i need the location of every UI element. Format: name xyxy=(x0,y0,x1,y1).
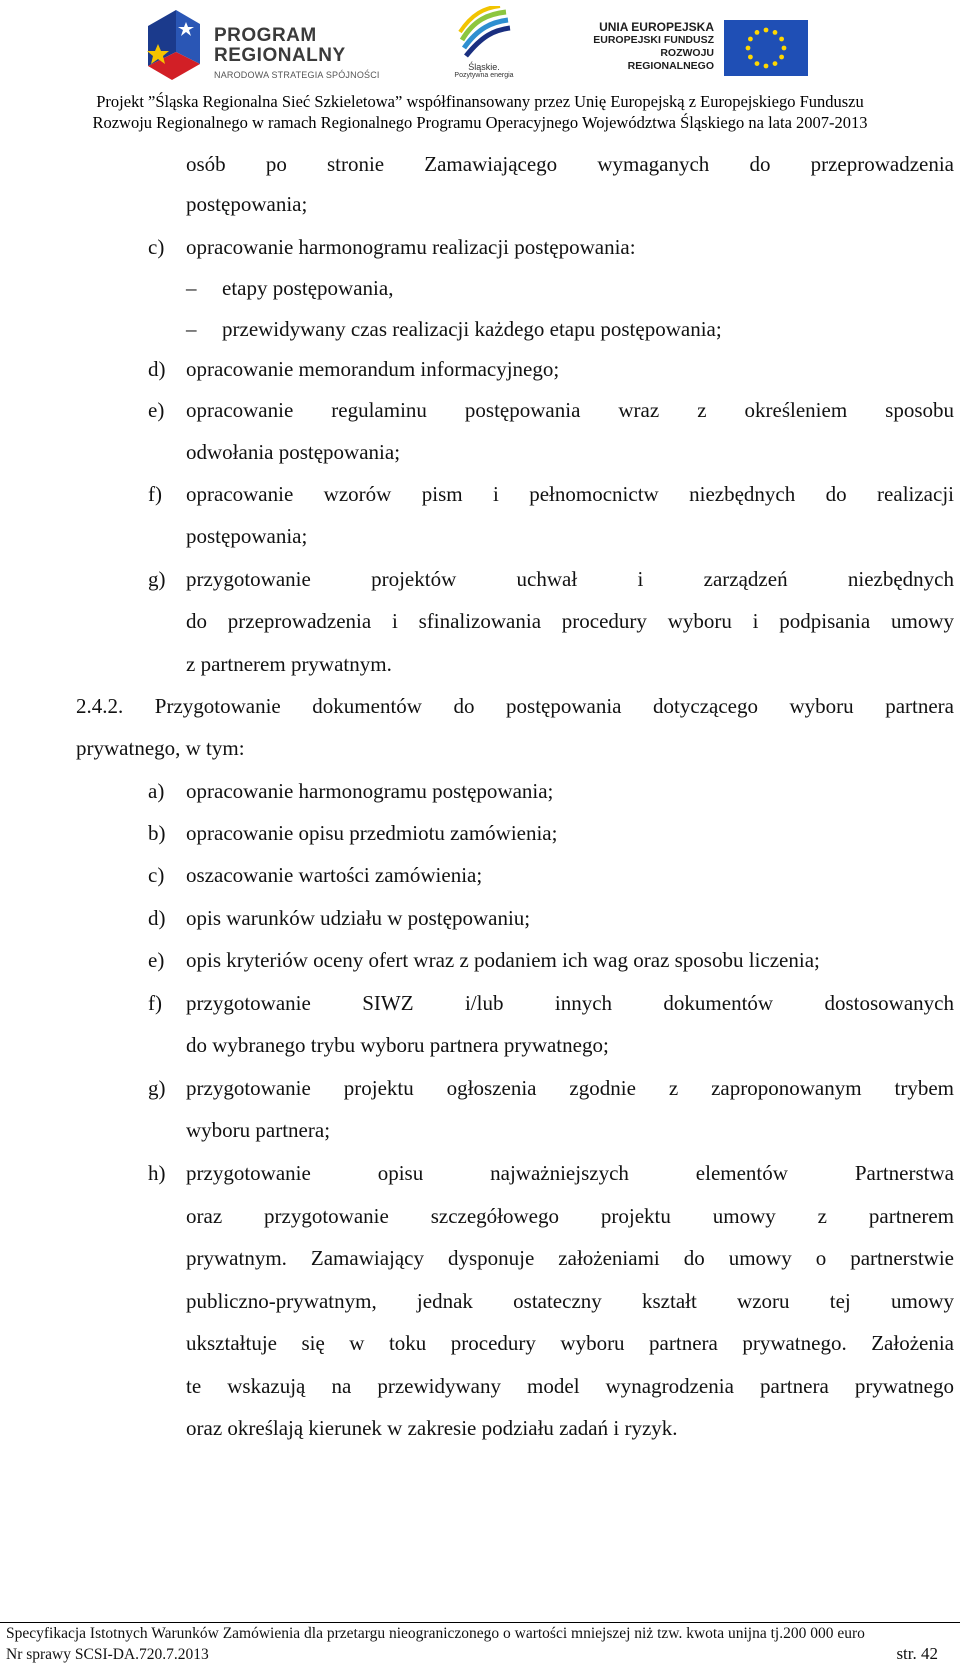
eu-logo xyxy=(574,20,814,76)
item-f-line2: postępowania; xyxy=(186,524,308,548)
list2-h-label: h) xyxy=(148,1161,166,1185)
program-logo-line3: NARODOWA STRATEGIA SPÓJNOŚCI xyxy=(214,70,380,80)
list2-g-line2: wyboru partnera; xyxy=(186,1118,331,1142)
program-regionalny-logo xyxy=(142,4,392,86)
dash-bullet-1: – xyxy=(186,276,197,300)
list2-f-line2: do wybranego trybu wyboru partnera prywatnego; xyxy=(186,1033,609,1057)
list2-a-text: opracowanie harmonogramu postępowania; xyxy=(186,779,554,803)
project-info xyxy=(0,91,960,133)
list2-d-label: d) xyxy=(148,906,166,930)
list2-e-text: opis kryteriów oceny ofert wraz z podaniem ich wag oraz sposobu liczenia; xyxy=(186,948,820,972)
program-regionalny-emblem-icon xyxy=(142,6,206,82)
project-line-1: Projekt ”Śląska Regionalna Sieć Szkieletowa” współfinansowany przez Unię Europejską z Europejskiego Funduszu xyxy=(96,92,864,111)
slaskie-wave-icon xyxy=(454,6,514,62)
list2-g-label: g) xyxy=(148,1076,166,1100)
item-g-label: g) xyxy=(148,567,166,591)
item-e-label: e) xyxy=(148,398,165,422)
list2-b-text: opracowanie opisu przedmiotu zamówienia; xyxy=(186,821,558,845)
item-c-label: c) xyxy=(148,235,165,259)
page-number: str. 42 xyxy=(896,1644,938,1663)
list2-h-line1: przygotowanie opisu najważniejszych elementów Partnerstwa xyxy=(186,1161,954,1185)
item-d-text: opracowanie memorandum informacyjnego; xyxy=(186,357,560,381)
list2-c-text: oszacowanie wartości zamówienia; xyxy=(186,863,483,887)
dash-item-2: przewidywany czas realizacji każdego etapu postępowania; xyxy=(222,317,722,341)
item-c-text: opracowanie harmonogramu realizacji postępowania: xyxy=(186,235,636,259)
footer-divider xyxy=(0,1622,960,1623)
eu-logo-line1: UNIA EUROPEJSKA xyxy=(599,20,714,34)
section-2-4-2-heading: 2.4.2. Przygotowanie dokumentów do postępowania dotyczącego wyboru partnera xyxy=(76,694,954,718)
item-e-line1: opracowanie regulaminu postępowania wraz z określeniem sposobu xyxy=(186,398,954,422)
list2-h-line5: ukształtuje się w toku procedury wyboru partnera prywatnego. Założenia xyxy=(186,1331,954,1355)
list2-d-text: opis warunków udziału w postępowaniu; xyxy=(186,906,531,930)
list2-e-label: e) xyxy=(148,948,165,972)
dash-bullet-2: – xyxy=(186,317,197,341)
program-logo-line1: PROGRAM xyxy=(214,25,317,46)
program-logo-line2: REGIONALNY xyxy=(214,45,346,66)
list2-h-line4: publiczno-prywatnym, jednak ostateczny kształt wzoru tej umowy xyxy=(186,1289,954,1313)
project-line-2: Rozwoju Regionalnego w ramach Regionalnego Programu Operacyjnego Województwa Śląskiego na lata 2007-2013 xyxy=(92,113,868,132)
eu-logo-line3: ROZWOJU REGIONALNEGO xyxy=(627,47,714,72)
list2-h-line6: te wskazują na przewidywany model wynagrodzenia partnera prywatnego xyxy=(186,1374,954,1398)
slaskie-logo-line2: Pozytywna energia xyxy=(454,72,514,79)
item-d-label: d) xyxy=(148,357,166,381)
list2-h-line7: oraz określają kierunek w zakresie podziału zadań i ryzyk. xyxy=(186,1416,678,1440)
list2-f-line1: przygotowanie SIWZ i/lub innych dokumentów dostosowanych xyxy=(186,991,954,1015)
section-2-4-2-heading-cont: prywatnego, w tym: xyxy=(76,736,245,760)
item-f-label: f) xyxy=(148,482,162,506)
list2-h-line2: oraz przygotowanie szczegółowego projektu umowy z partnerem xyxy=(186,1204,954,1228)
list2-h-line3: prywatnym. Zamawiający dysponuje założeniami do umowy o partnerstwie xyxy=(186,1246,954,1270)
list2-b-label: b) xyxy=(148,821,166,845)
list2-a-label: a) xyxy=(148,779,165,803)
eu-logo-line2: EUROPEJSKI FUNDUSZ xyxy=(593,34,714,46)
item-e-line2: odwołania postępowania; xyxy=(186,440,401,464)
slaskie-logo xyxy=(436,6,532,86)
item-g-line3: z partnerem prywatnym. xyxy=(186,652,392,676)
item-b-continuation-line2: postępowania; xyxy=(186,192,308,216)
list2-f-label: f) xyxy=(148,991,162,1015)
item-g-line2: do przeprowadzenia i sfinalizowania procedury wyboru i podpisania umowy xyxy=(186,609,954,633)
item-g-line1: przygotowanie projektów uchwał i zarządzeń niezbędnych xyxy=(186,567,954,591)
list2-g-line1: przygotowanie projektu ogłoszenia zgodnie z zaproponowanym trybem xyxy=(186,1076,954,1100)
item-b-continuation-line1: osób po stronie Zamawiającego wymaganych do przeprowadzenia xyxy=(186,152,954,176)
footer-spec-title: Specyfikacja Istotnych Warunków Zamówienia dla przetargu nieograniczonego o wartości mniejszej niż tzw. kwota unijna tj.200 000 euro xyxy=(6,1625,865,1642)
footer-case-number: Nr sprawy SCSI-DA.720.7.2013 xyxy=(6,1646,209,1663)
list2-c-label: c) xyxy=(148,863,165,887)
item-f-line1: opracowanie wzorów pism i pełnomocnictw niezbędnych do realizacji xyxy=(186,482,954,506)
eu-flag-icon xyxy=(724,20,808,76)
page-header xyxy=(0,0,960,92)
slaskie-logo-line1: Śląskie. xyxy=(468,62,500,72)
dash-item-1: etapy postępowania, xyxy=(222,276,394,300)
